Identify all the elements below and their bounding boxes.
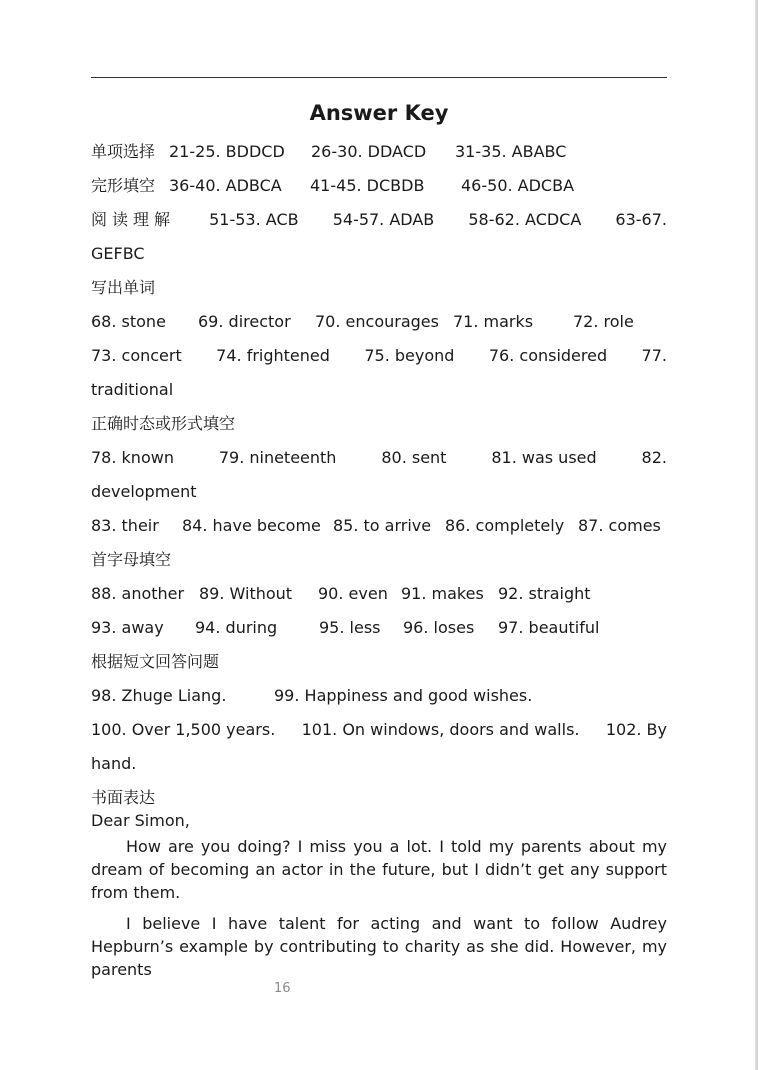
section-heading: 书面表达 (91, 788, 156, 807)
continuation-text: development (91, 482, 197, 501)
answer-item: 94. during (195, 618, 278, 637)
answer-content (91, 137, 667, 989)
page-title: Answer Key (309, 101, 449, 125)
continuation-text: traditional (91, 380, 174, 399)
section-heading: 写出单词 (91, 278, 156, 297)
answer-item: 73. concert (91, 346, 182, 365)
answer-item: 77. (641, 346, 667, 365)
answer-item: 98. Zhuge Liang. (91, 686, 227, 705)
answer-item: 80. sent (381, 448, 447, 467)
answer-item: 54-57. ADAB (332, 210, 435, 229)
answer-item: 70. encourages (315, 312, 439, 331)
answer-item: 51-53. ACB (209, 210, 299, 229)
answer-item: 21-25. BDDCD (169, 142, 285, 161)
answer-item: 91. makes (401, 584, 484, 603)
answer-row (91, 443, 667, 477)
answer-item: 87. comes (578, 516, 661, 535)
answer-item: 93. away (91, 618, 164, 637)
answer-item: 96. loses (403, 618, 475, 637)
answer-row (91, 511, 667, 545)
answer-item: 89. Without (199, 584, 293, 603)
section-heading: 单项选择 (91, 142, 156, 161)
answer-item: 92. straight (498, 584, 591, 603)
answer-item: 95. less (319, 618, 381, 637)
section-danxiang (91, 137, 667, 171)
answer-item: 99. Happiness and good wishes. (274, 686, 533, 705)
answer-item: 26-30. DDACD (311, 142, 427, 161)
section-heading: 完形填空 (91, 176, 156, 195)
answer-item: 102. By (605, 720, 667, 739)
answer-row (91, 613, 667, 647)
section-heading: 根据短文回答问题 (91, 652, 220, 671)
answer-item: 31-35. ABABC (455, 142, 567, 161)
letter-salutation: Dear Simon, (91, 811, 190, 830)
letter-body (91, 809, 667, 981)
section-heading: 正确时态或形式填空 (91, 414, 236, 433)
answer-item: 86. completely (445, 516, 565, 535)
answer-item: 36-40. ADBCA (169, 176, 282, 195)
answer-item: 78. known (91, 448, 174, 467)
answer-item: 82. (641, 448, 667, 467)
answer-item: 90. even (318, 584, 388, 603)
continuation-text: hand. (91, 754, 137, 773)
header-rule (91, 77, 667, 78)
answer-item: 83. their (91, 516, 159, 535)
section-wanxing (91, 171, 667, 205)
answer-item: 100. Over 1,500 years. (91, 720, 276, 739)
answer-item: 101. On windows, doors and walls. (301, 720, 580, 739)
answer-item: 72. role (573, 312, 634, 331)
section-heading: 首字母填空 (91, 550, 172, 569)
letter-paragraph: I believe I have talent for acting and want to follow Audrey Hepburn’s example by contributing to charity as she did. However, my parents (91, 914, 667, 979)
answer-item: 63-67. (615, 210, 667, 229)
section-yuedu (91, 205, 667, 239)
answer-item: 84. have become (182, 516, 321, 535)
answer-item: 46-50. ADCBA (461, 176, 575, 195)
answer-row (91, 307, 667, 341)
answer-row (91, 341, 667, 375)
answer-item: 74. frightened (216, 346, 330, 365)
answer-item: 97. beautiful (498, 618, 600, 637)
answer-item: 79. nineteenth (218, 448, 337, 467)
answer-item: 58-62. ACDCA (468, 210, 582, 229)
answer-item: 85. to arrive (333, 516, 432, 535)
section-heading: 阅读理解 (91, 210, 176, 229)
answer-item: 88. another (91, 584, 185, 603)
answer-item: 81. was used (491, 448, 597, 467)
answer-item: 69. director (198, 312, 291, 331)
continuation-text: GEFBC (91, 244, 145, 263)
letter-paragraph: How are you doing? I miss you a lot. I told my parents about my dream of becoming an actor in the future, but I didn’t get any support from them. (91, 837, 667, 902)
answer-item: 41-45. DCBDB (310, 176, 425, 195)
answer-item: 68. stone (91, 312, 166, 331)
answer-row (91, 681, 667, 715)
answer-item: 75. beyond (364, 346, 455, 365)
answer-row (91, 579, 667, 613)
answer-item: 71. marks (453, 312, 534, 331)
answer-item: 76. considered (488, 346, 608, 365)
page-number: 16 (274, 981, 291, 996)
answer-row (91, 715, 667, 749)
